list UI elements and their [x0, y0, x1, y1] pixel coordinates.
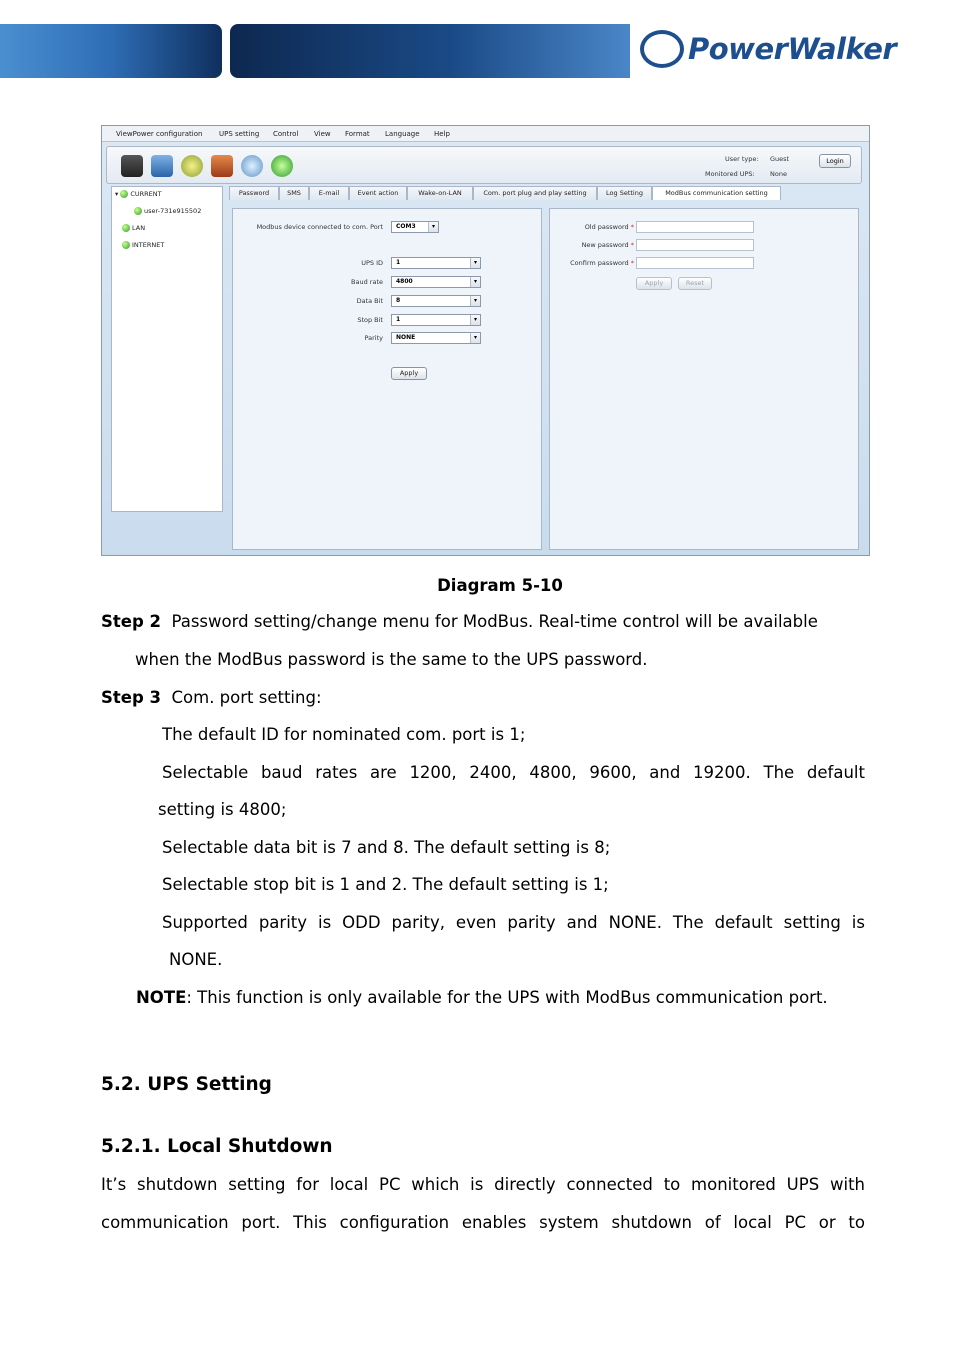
- brand-logo: [640, 32, 896, 70]
- bullet-data-bit: Selectable data bit is 7 and 8. The default setting is 8;: [162, 838, 611, 857]
- data-bit-label: Data Bit: [356, 297, 383, 305]
- password-reset-button[interactable]: Reset: [678, 277, 712, 290]
- step3-line: [101, 688, 322, 708]
- modbus-password-panel: [549, 208, 859, 550]
- chevron-down-icon: ▾: [470, 296, 480, 306]
- menu-control[interactable]: Control: [273, 130, 299, 138]
- ups-id-label: UPS ID: [361, 259, 383, 267]
- refresh-icon[interactable]: [271, 155, 293, 177]
- chevron-down-icon: ▾: [428, 222, 438, 232]
- monitored-ups-label: Monitored UPS:: [705, 170, 755, 178]
- settings-tabs: [229, 186, 861, 200]
- subsection-heading: 5.2.1. Local Shutdown: [101, 1136, 333, 1157]
- parity-label: Parity: [364, 334, 383, 342]
- toolbar: [106, 146, 862, 184]
- old-password-text: Old password: [584, 223, 629, 231]
- old-password-input[interactable]: [636, 221, 754, 233]
- stop-bit-value: 1: [396, 316, 401, 323]
- tree-label-lan: LAN: [132, 224, 146, 232]
- com-port-select[interactable]: [391, 221, 439, 233]
- globe-icon: [120, 190, 128, 198]
- confirm-password-input[interactable]: [636, 257, 754, 269]
- gear-icon[interactable]: [181, 155, 203, 177]
- note-label: NOTE: [136, 988, 187, 1007]
- search-icon[interactable]: [241, 155, 263, 177]
- note-text: : This function is only available for the UPS with ModBus communication port.: [186, 988, 828, 1007]
- required-mark: *: [630, 241, 634, 249]
- bullet-baud-rates: Selectable baud rates are 1200, 2400, 4800, 9600, and 19200. The default: [162, 763, 865, 782]
- header-banner: [0, 22, 954, 80]
- menu-bar: [102, 126, 869, 142]
- bullet-baud-rates-cont: setting is 4800;: [158, 800, 287, 819]
- menu-language[interactable]: Language: [385, 130, 420, 138]
- note-line: [136, 988, 828, 1008]
- paragraph-line-1: It’s shutdown setting for local PC which is directly connected to monitored UPS with: [101, 1175, 865, 1194]
- step2-line: [101, 612, 818, 632]
- ups-id-value: 1: [396, 259, 401, 266]
- chevron-down-icon: ▾: [470, 333, 480, 343]
- banner-left-bar: [0, 24, 222, 78]
- step3-label: Step 3: [101, 688, 161, 707]
- viewpower-screenshot: [101, 125, 870, 556]
- com-port-label: Modbus device connected to com. Port: [256, 223, 383, 231]
- stop-bit-label: Stop Bit: [357, 316, 383, 324]
- com-port-value: COM3: [396, 223, 416, 230]
- user-type-label: User type:: [725, 155, 759, 163]
- new-password-input[interactable]: [636, 239, 754, 251]
- globe-icon: [122, 224, 130, 232]
- tree-item-current[interactable]: ▾ CURRENT: [115, 190, 162, 198]
- new-password-label: [556, 241, 634, 249]
- monitor-icon[interactable]: [121, 155, 143, 177]
- tab-sms[interactable]: SMS: [279, 186, 309, 200]
- com-port-panel: [232, 208, 542, 550]
- diagram-caption: Diagram 5-10: [437, 576, 563, 595]
- stop-bit-select[interactable]: [391, 314, 481, 326]
- new-password-text: New password: [581, 241, 629, 249]
- step2-text-cont: when the ModBus password is the same to the UPS password.: [135, 650, 648, 669]
- menu-view[interactable]: View: [314, 130, 331, 138]
- chevron-down-icon: ▾: [470, 258, 480, 268]
- ups-id-select[interactable]: [391, 257, 481, 269]
- step2-label: Step 2: [101, 612, 161, 631]
- old-password-label: [556, 223, 634, 231]
- menu-viewpower-configuration[interactable]: ViewPower configuration: [116, 130, 203, 138]
- chevron-down-icon: ▾: [470, 277, 480, 287]
- password-apply-button[interactable]: Apply: [636, 277, 672, 290]
- confirm-password-text: Confirm password: [570, 259, 629, 267]
- section-heading: 5.2. UPS Setting: [101, 1074, 272, 1095]
- tab-modbus-communication[interactable]: ModBus communication setting: [652, 186, 781, 200]
- tree-item-lan[interactable]: [122, 224, 145, 232]
- required-mark: *: [630, 259, 634, 267]
- user-type-value: Guest: [770, 155, 790, 163]
- data-bit-value: 8: [396, 297, 401, 304]
- tree-item-user[interactable]: [134, 207, 201, 215]
- brand-mark-icon: [640, 30, 684, 68]
- required-mark: *: [630, 223, 634, 231]
- parity-select[interactable]: [391, 332, 481, 344]
- shutdown-icon[interactable]: [211, 155, 233, 177]
- tab-wake-on-lan[interactable]: Wake-on-LAN: [407, 186, 473, 200]
- data-bit-select[interactable]: [391, 295, 481, 307]
- tab-email[interactable]: E-mail: [309, 186, 349, 200]
- parity-value: NONE: [396, 334, 416, 341]
- bullet-parity-cont: NONE.: [169, 950, 223, 969]
- menu-format[interactable]: Format: [345, 130, 370, 138]
- bullet-default-id: The default ID for nominated com. port is 1;: [162, 725, 526, 744]
- login-button[interactable]: Login: [819, 154, 851, 168]
- tree-label-current: CURRENT: [130, 190, 162, 198]
- chevron-down-icon: ▾: [470, 315, 480, 325]
- step3-text: Com. port setting:: [171, 688, 322, 707]
- tree-label-internet: INTERNET: [132, 241, 165, 249]
- bullet-stop-bit: Selectable stop bit is 1 and 2. The default setting is 1;: [162, 875, 609, 894]
- computer-icon: [134, 207, 142, 215]
- tab-com-port-plug-and-play[interactable]: Com. port plug and play setting: [473, 186, 597, 200]
- bullet-parity: Supported parity is ODD parity, even parity and NONE. The default setting is: [162, 913, 865, 932]
- globe-icon: [122, 241, 130, 249]
- com-port-apply-button[interactable]: Apply: [391, 367, 427, 380]
- tree-item-internet[interactable]: [122, 241, 164, 249]
- tab-event-action[interactable]: Event action: [349, 186, 407, 200]
- step2-text: Password setting/change menu for ModBus. Real-time control will be available: [171, 612, 818, 631]
- paragraph-line-2: communication port. This configuration enables system shutdown of local PC or to: [101, 1213, 865, 1232]
- settings-panel-icon[interactable]: [151, 155, 173, 177]
- baud-rate-label: Baud rate: [351, 278, 383, 286]
- banner-mid-bar: [230, 24, 630, 78]
- brand-name: PowerWalker: [688, 32, 897, 66]
- menu-help[interactable]: Help: [434, 130, 450, 138]
- baud-rate-select[interactable]: [391, 276, 481, 288]
- tab-log-setting[interactable]: Log Setting: [597, 186, 652, 200]
- confirm-password-label: [556, 259, 634, 267]
- baud-rate-value: 4800: [396, 278, 413, 285]
- device-tree: [111, 186, 223, 512]
- tab-password[interactable]: Password: [229, 186, 279, 200]
- menu-ups-setting[interactable]: UPS setting: [219, 130, 260, 138]
- tree-label-user: user-731e915502: [144, 207, 202, 215]
- monitored-ups-value: None: [770, 170, 787, 178]
